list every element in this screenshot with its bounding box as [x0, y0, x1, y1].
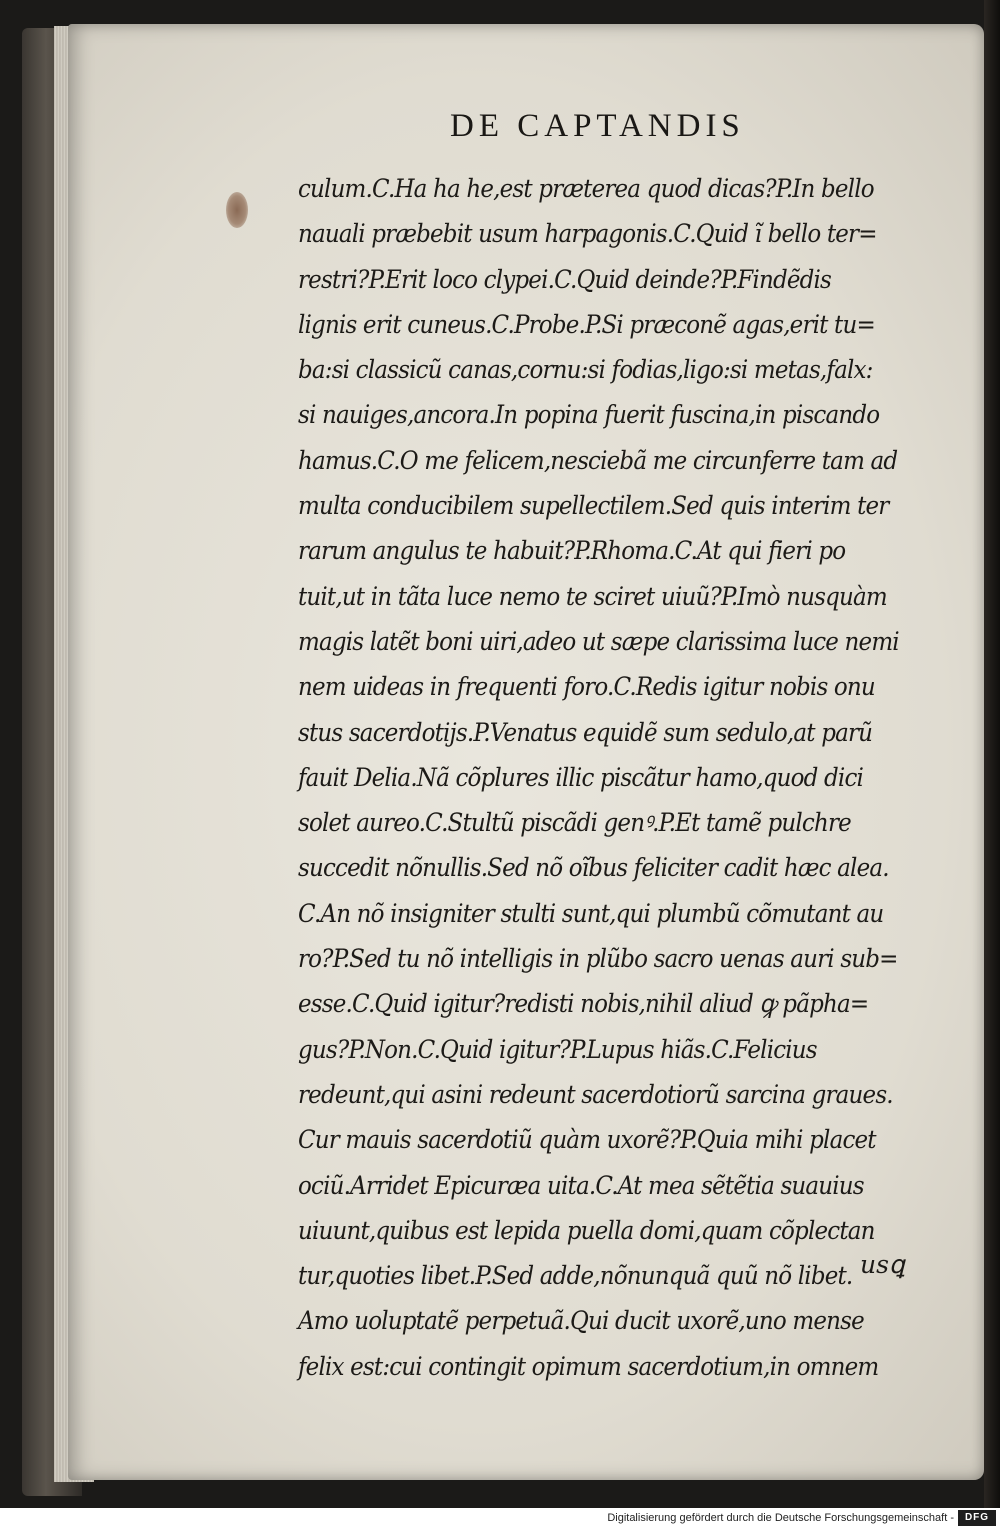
- text-line: felix est:cui contingit opimum sacerdotium,in omnem: [298, 1351, 879, 1381]
- funding-credit: Digitalisierung gefördert durch die Deutsche Forschungsgemeinschaft -: [607, 1512, 954, 1524]
- dfg-logo: DFG: [958, 1510, 996, 1526]
- text-line: C.An nõ insigniter stulti sunt,qui plumbũ cõmutant au: [298, 898, 884, 928]
- running-title: DE CAPTANDIS: [450, 108, 745, 144]
- text-line: culum.C.Ha ha he,est prætereа quod dicas?P.In bello: [298, 174, 874, 203]
- text-line: redeunt,qui asini redeunt sacerdotiorũ sarcina graues.: [298, 1079, 893, 1109]
- text-line: nem uideas in frequenti foro.C.Redis igitur nobis onu: [298, 672, 875, 702]
- text-line: fauit Delia.Nã cõplures illic piscãtur hamo,quod dici: [298, 762, 864, 792]
- text-line: esse.C.Quid igitur?redisti nobis,nihil aliud ꝙ pãpha=: [298, 989, 869, 1019]
- text-line: stus sacerdotijs.P.Venatus equidẽ sum sedulo,at parũ: [298, 717, 873, 747]
- text-line: restri?P.Erit loco clypei.C.Quid deinde?P.Findẽdis: [298, 264, 832, 294]
- book-spine-shadow: [984, 0, 1000, 1508]
- text-line: Amo uoluptatẽ perpetuã.Qui ducit uxorẽ,uno mense: [298, 1306, 864, 1336]
- paper-stain: [226, 192, 248, 228]
- text-line: uiuunt,quibus est lepida puella domi,quam cõplectan: [298, 1215, 875, 1245]
- body-text: [298, 166, 938, 1389]
- text-line: gus?P.Non.C.Quid igitur?P.Lupus hiãs.C.Felicius: [298, 1034, 817, 1064]
- text-line: succedit nõnullis.Sed nõ oĩbus feliciter cadit hæc alea.: [298, 853, 889, 883]
- text-line: ociũ.Arridet Epicuræa uita.C.At mea sẽtẽtia suauius: [298, 1170, 864, 1200]
- text-line: rarum angulus te habuit?P.Rhoma.C.At qui fieri po: [298, 536, 846, 566]
- text-line: ba:si classicũ canas,cornu:si fodias,ligo:si metas,falx:: [298, 355, 873, 385]
- text-line: solet aureo.C.Stultũ piscãdi genꝰ.P.Et tamẽ pulchre: [298, 808, 851, 838]
- text-line: hamus.C.O me felicem,nesciebã me circunferre tam ad: [298, 445, 898, 475]
- text-line: tuit,ut in tãta luce nemo te sciret uiuũ?P.Imò nusquàm: [298, 581, 887, 611]
- text-line: lignis erit cuneus.C.Probe.P.Si præconẽ agas,erit tu=: [298, 309, 875, 339]
- text-line: multa conducibilem supellectilem.Sed quis interim ter: [298, 491, 889, 521]
- text-line: si nauiges,ancora.In popina fuerit fuscina,in piscando: [298, 400, 880, 430]
- catchword: usꝗ: [860, 1250, 905, 1279]
- text-line: ro?P.Sed tu nõ intelligis in plũbo sacro uenas auri sub=: [298, 944, 898, 974]
- text-line: Cur mauis sacerdotiũ quàm uxorẽ?P.Quia mihi placet: [298, 1125, 876, 1155]
- text-line: nauali præbebit usum harpagonis.C.Quid ĩ bello ter=: [298, 219, 877, 249]
- text-line: tur,quoties libet.P.Sed adde,nõnunquã quũ nõ libet.: [298, 1261, 853, 1291]
- text-line: magis latẽt boni uiri,adeo ut sæpe clarissima luce nemi: [298, 626, 899, 656]
